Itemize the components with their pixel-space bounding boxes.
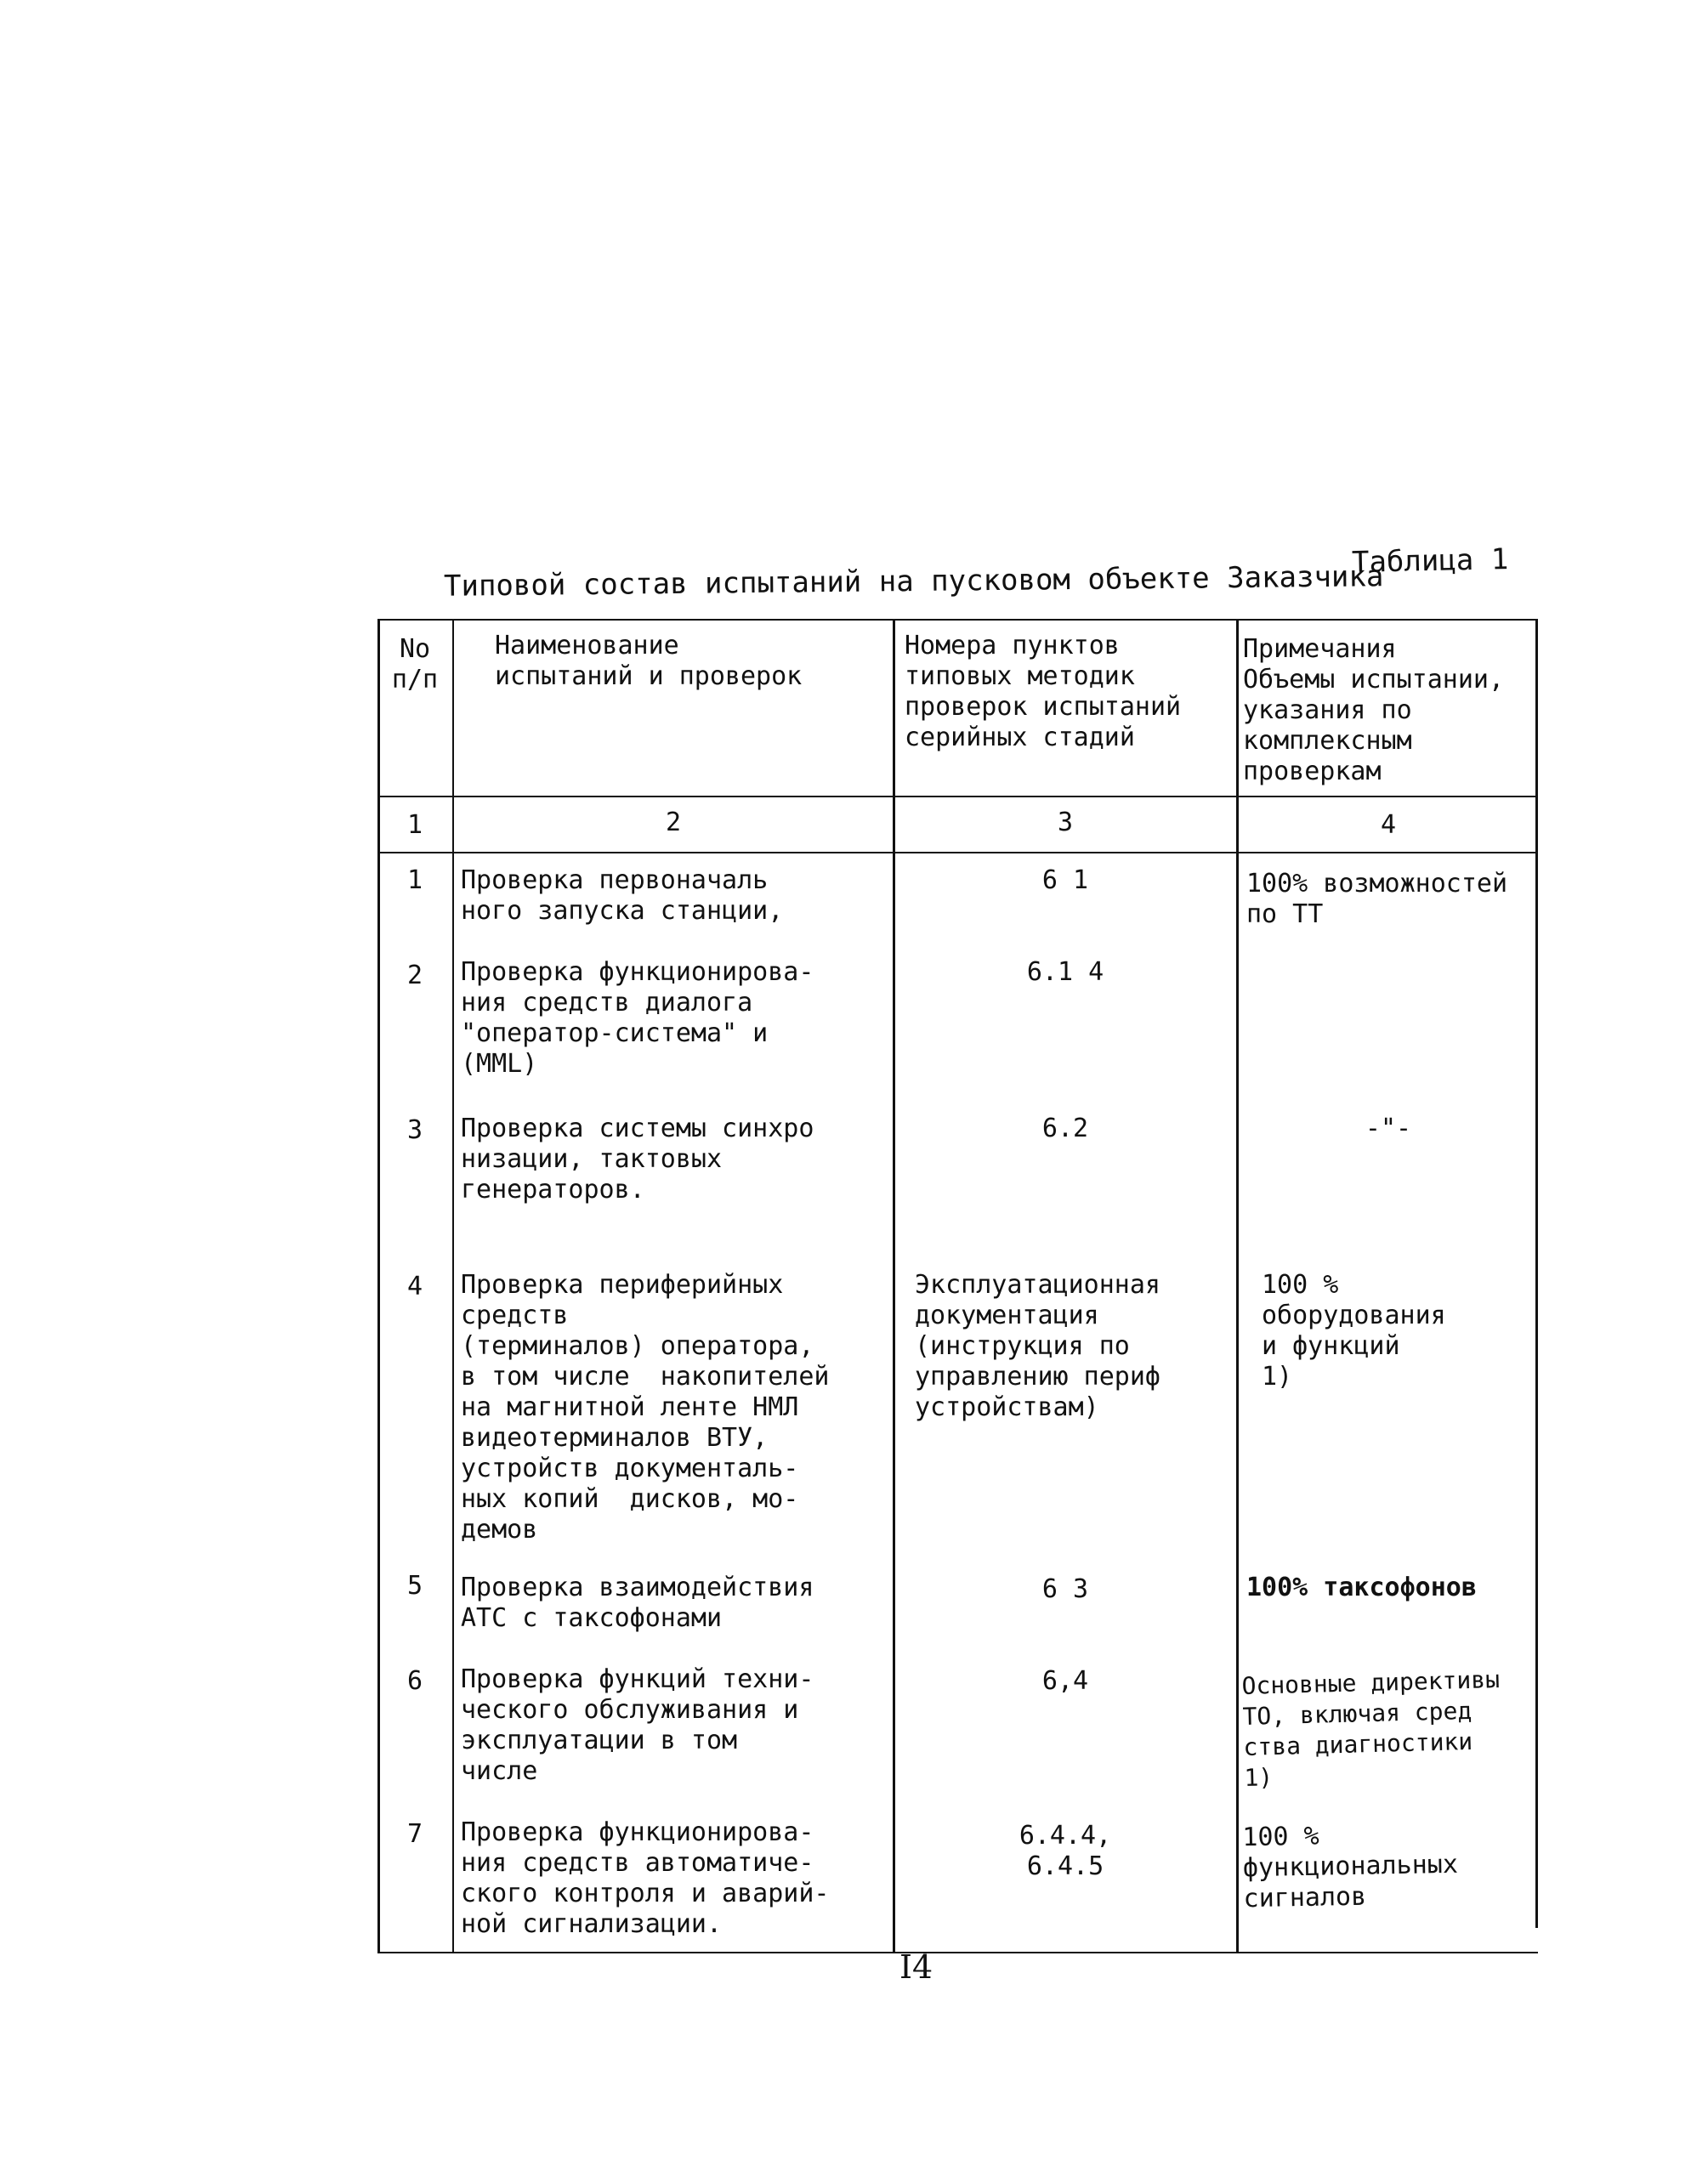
column-numbers-bottom-rule	[377, 852, 1538, 853]
column-separator-2	[893, 619, 895, 1953]
row-7-method-reference: 6.4.4, 6.4.5	[1019, 1821, 1112, 1881]
column-number-3: 3	[1057, 808, 1074, 837]
header-notes: Примечания Объемы испытании, указания по комплексным проверкам	[1243, 634, 1505, 786]
table-title: Типовой состав испытаний на пусковом объекте Заказчика	[443, 559, 1384, 604]
row-6-notes: Основные директивы ТО, включая сред ства диагностики 1)	[1241, 1665, 1501, 1792]
row-4-method-reference: Эксплуатационная документация (инструкция по управлению периф устройствам)	[915, 1270, 1160, 1422]
table-bottom-rule	[377, 1952, 1538, 1953]
row-3-number: 3	[406, 1115, 423, 1145]
column-separator-3	[1236, 619, 1239, 1953]
column-separator-1	[452, 619, 454, 1953]
tests-table	[377, 619, 1538, 1953]
header-number: No п/п	[391, 634, 439, 694]
row-1-method-reference: 6 1	[1041, 865, 1089, 895]
column-number-1: 1	[406, 810, 423, 840]
row-5-method-reference: 6 3	[1041, 1574, 1089, 1604]
row-2-number: 2	[406, 961, 423, 990]
column-number-2: 2	[665, 808, 682, 837]
header-bottom-rule	[377, 796, 1538, 797]
page-number: I4	[899, 1948, 933, 1986]
row-2-name: Проверка функционирова- ния средств диалога "оператор-система" и (MML)	[461, 957, 814, 1079]
row-6-name: Проверка функций техни- ческого обслуживания и эксплуатации в том числе	[461, 1664, 814, 1786]
row-3-notes: -"-	[1365, 1114, 1412, 1143]
row-4-notes: 100 % оборудования и функций 1)	[1262, 1270, 1446, 1392]
header-method-reference: Номера пунктов типовых методик проверок испытаний серийных стадий	[905, 631, 1182, 752]
table-label: Таблица 1	[1351, 542, 1509, 580]
row-2-method-reference: 6.1 4	[1026, 957, 1104, 987]
row-3-name: Проверка системы синхро низации, тактовых генераторов.	[461, 1114, 814, 1205]
row-5-notes: 100% таксофонов	[1246, 1573, 1477, 1602]
row-7-number: 7	[406, 1819, 423, 1849]
row-4-number: 4	[406, 1272, 423, 1301]
row-1-notes: 100% возможностей по ТТ	[1246, 869, 1508, 929]
row-5-number: 5	[406, 1571, 423, 1601]
table-top-rule	[377, 619, 1538, 621]
row-7-notes: 100 % функциональных сигналов	[1242, 1821, 1459, 1914]
row-6-method-reference: 6,4	[1041, 1666, 1089, 1696]
row-1-number: 1	[406, 865, 423, 895]
row-5-name: Проверка взаимодействия АТС с таксофонами	[461, 1573, 814, 1633]
row-7-name: Проверка функционирова- ния средств автоматиче- ского контроля и аварий- ной сигнализации.	[461, 1817, 830, 1939]
header-name: Наименование испытаний и проверок	[495, 631, 803, 691]
row-1-name: Проверка первоначаль ного запуска станции,	[461, 865, 784, 926]
row-6-number: 6	[406, 1666, 423, 1696]
row-3-method-reference: 6.2	[1041, 1114, 1089, 1143]
column-number-4: 4	[1380, 810, 1397, 840]
row-4-name: Проверка периферийных средств (терминалов) оператора, в том числе накопителей на магнитной ленте НМЛ видеотерминалов ВТУ, устройств документаль- ных копий дисков, мо- демов	[461, 1270, 830, 1545]
table-left-border	[377, 619, 380, 1953]
